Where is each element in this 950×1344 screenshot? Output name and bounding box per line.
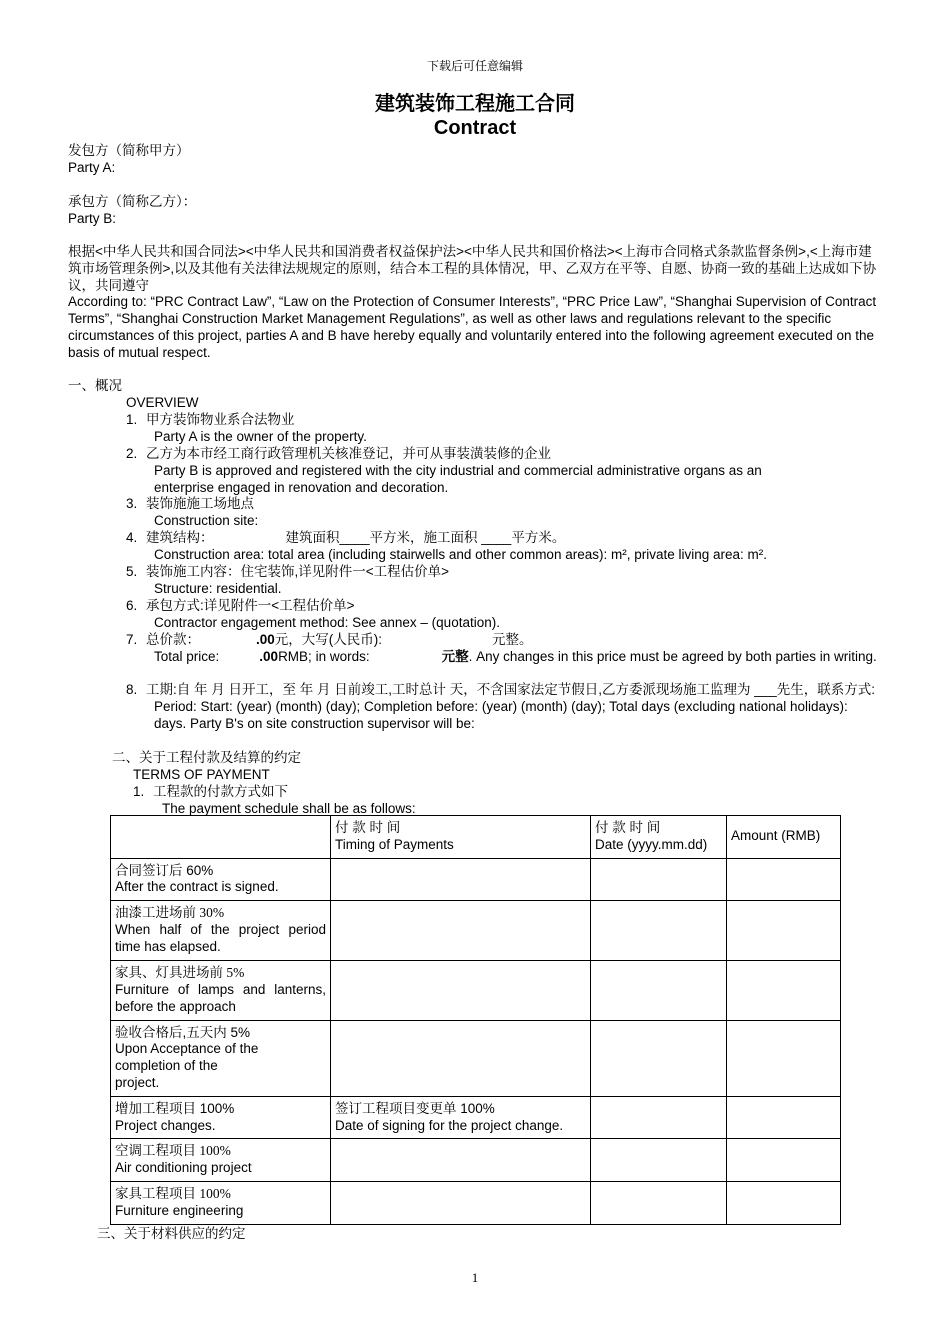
header-cell-timing: 付 款 时 间 Timing of Payments bbox=[331, 816, 591, 859]
title-cn: 建筑装饰工程施工合同 bbox=[375, 93, 575, 115]
item-cn: 甲方装饰物业系合法物业 bbox=[146, 412, 295, 427]
party-a-block bbox=[68, 143, 883, 177]
row-timing bbox=[331, 901, 591, 961]
item-cn-b: .00 bbox=[256, 632, 275, 647]
row-date bbox=[591, 1020, 727, 1096]
item-en-b: .00 bbox=[259, 648, 279, 664]
overview-item-6: 6. 承包方式:详见附件一<工程估价单> Contractor engagement method: See annex – (quotation). bbox=[126, 598, 886, 632]
item-en: Structure: residential. bbox=[154, 580, 282, 596]
item-en: Contractor engagement method: See annex – (quotation). bbox=[154, 614, 500, 630]
row-label: 增加工程项目 100% Project changes. bbox=[111, 1096, 331, 1139]
row-amount bbox=[727, 901, 841, 961]
item-cn: 工期:自 年 月 日开工，至 年 月 日前竣工,工时总计 天，不含国家法定节假日,乙方委派现场施工监理为 ___先生，联系方式: bbox=[146, 682, 876, 697]
overview-item-1: 1. 甲方装饰物业系合法物业 Party A is the owner of the property. bbox=[126, 412, 886, 446]
payment-item-1: 1. 工程款的付款方式如下 The payment schedule shall be as follows: bbox=[133, 784, 416, 816]
intro-paragraph bbox=[68, 244, 883, 362]
party-a-cn: 发包方（简称甲方） bbox=[68, 143, 190, 158]
section-2-heading: 二、关于工程付款及结算的约定 bbox=[112, 750, 301, 765]
row-date bbox=[591, 1139, 727, 1182]
row-date bbox=[591, 961, 727, 1020]
item-cn: 承包方式:详见附件一<工程估价单> bbox=[146, 598, 355, 613]
header-cell bbox=[111, 816, 331, 859]
row-timing: 签订工程项目变更单 100% Date of signing for the project change. bbox=[331, 1096, 591, 1139]
party-b-block bbox=[68, 194, 883, 228]
row-timing bbox=[331, 1181, 591, 1224]
overview-item-8: 8. 工期:自 年 月 日开工，至 年 月 日前竣工,工时总计 天，不含国家法定节假日,乙方委派现场施工监理为 ___先生，联系方式: Period: Start: (year) (month) (day); Completion before: (year) (month) (day); Total days (excluding national holidays): days. Party B's on site construction supervisor will be: bbox=[126, 682, 886, 732]
row-amount bbox=[727, 1181, 841, 1224]
item-en: Construction site: bbox=[154, 512, 259, 528]
item-en-a: Total price: bbox=[154, 648, 220, 664]
table-row bbox=[111, 858, 841, 901]
overview-item-3: 3. 装饰施施工场地点 Construction site: bbox=[126, 496, 886, 530]
item-en-e: . Any changes in this price must be agreed by both parties in writing. bbox=[468, 648, 877, 664]
party-b-en: Party B: bbox=[68, 210, 117, 226]
table-header-row bbox=[111, 816, 841, 859]
title-en: Contract bbox=[433, 117, 517, 139]
overview-item-2: 2. 乙方为本市经工商行政管理机关核准登记，并可从事装潢装修的企业 Party B is approved and registered with the city industrial and commercial administrative organs as an enterprise engaged in renovation and decoration. bbox=[126, 446, 886, 496]
table-row bbox=[111, 1096, 841, 1139]
item-en: Party A is the owner of the property. bbox=[154, 428, 367, 444]
item-cn: 工程款的付款方式如下 bbox=[153, 784, 288, 799]
party-a-en: Party A: bbox=[68, 159, 116, 175]
section-2-heading-en: TERMS OF PAYMENT bbox=[133, 767, 270, 782]
document-title bbox=[0, 92, 950, 140]
section-1-heading: 一、概况 bbox=[68, 378, 122, 393]
row-amount bbox=[727, 1096, 841, 1139]
overview-item-4: 4. 建筑结构： 建筑面积____平方米，施工面积 ____平方米。 Construction area: total area (including stairwells and other common areas): m², private living area: m². bbox=[126, 530, 886, 564]
overview-item-7: 7. 总价款： .00元，大写(人民币): 元整。 Total price: .00RMB; in words: 元整. Any changes in this price must be agreed by both parties in writing. bbox=[126, 632, 877, 664]
item-en: Party B is approved and registered with the city industrial and commercial administrative organs as an enterprise engaged in renovation and decoration. bbox=[154, 462, 762, 495]
row-label: 验收合格后,五天内 5% Upon Acceptance of the completion of the project. bbox=[111, 1020, 331, 1096]
header-cell-date: 付 款 时 间 Date (yyyy.mm.dd) bbox=[591, 816, 727, 859]
row-date bbox=[591, 901, 727, 961]
item-cn-a: 建筑结构： bbox=[146, 530, 214, 545]
payment-schedule-table bbox=[110, 815, 841, 1225]
intro-en: According to: “PRC Contract Law”, “Law on the Protection of Consumer Interests”, “PRC Price Law”, “Shanghai Supervision of Contract Terms”, “Shanghai Construction Market Management Regulations”, as well as other laws and regulations relevant to the specific circumstances of this project, parties A and B have hereby equally and voluntarily entered into the following agreement executed on the basis of mutual respect. bbox=[68, 294, 877, 360]
row-timing bbox=[331, 858, 591, 901]
row-timing bbox=[331, 1020, 591, 1096]
row-date bbox=[591, 1096, 727, 1139]
header-cell-amount: Amount (RMB) bbox=[727, 816, 841, 859]
row-timing bbox=[331, 961, 591, 1020]
table-row bbox=[111, 901, 841, 961]
row-label: 油漆工进场前 30% When half of the project period time has elapsed. bbox=[111, 901, 331, 961]
item-cn-a: 总价款： bbox=[146, 632, 200, 647]
row-date bbox=[591, 858, 727, 901]
row-label: 合同签订后 60% After the contract is signed. bbox=[111, 858, 331, 901]
row-amount bbox=[727, 961, 841, 1020]
table-row bbox=[111, 1139, 841, 1182]
item-en-d: 元整 bbox=[441, 648, 469, 664]
item-cn: 装饰施工内容：住宅装饰,详见附件一<工程估价单> bbox=[146, 564, 450, 579]
item-cn: 乙方为本市经工商行政管理机关核准登记，并可从事装潢装修的企业 bbox=[146, 446, 551, 461]
item-cn-b: 建筑面积____平方米，施工面积 ____平方米。 bbox=[285, 530, 566, 545]
item-en: Construction area: total area (including stairwells and other common areas): m², private living area: m². bbox=[154, 546, 768, 562]
item-en: The payment schedule shall be as follows: bbox=[162, 800, 416, 816]
row-timing bbox=[331, 1139, 591, 1182]
table-row bbox=[111, 1020, 841, 1096]
table-row bbox=[111, 961, 841, 1020]
table-row bbox=[111, 1181, 841, 1224]
intro-cn: 根据<中华人民共和国合同法><中华人民共和国消费者权益保护法><中华人民共和国价格法><上海市合同格式条款监督条例>,<上海市建筑市场管理条例>,以及其他有关法律法规规定的原则，结合本工程的具体情况，甲、乙双方在平等、自愿、协商一致的基础上达成如下协议，共同遵守 bbox=[68, 244, 877, 293]
item-cn: 装饰施施工场地点 bbox=[146, 496, 254, 511]
row-amount bbox=[727, 858, 841, 901]
section-1-heading-en: OVERVIEW bbox=[126, 395, 199, 410]
item-en: Period: Start: (year) (month) (day); Completion before: (year) (month) (day); Total days (excluding national holidays): days. Party B's on site construction supervisor will be: bbox=[154, 698, 848, 731]
page-number: 1 bbox=[471, 1270, 479, 1285]
item-cn-c: 元，大写(人民币): bbox=[274, 632, 383, 647]
overview-item-5: 5. 装饰施工内容：住宅装饰,详见附件一<工程估价单> Structure: residential. bbox=[126, 564, 886, 598]
header-note: 下载后可任意编辑 bbox=[426, 59, 523, 73]
section-3-heading: 三、关于材料供应的约定 bbox=[97, 1226, 246, 1241]
row-label: 家具、灯具进场前 5% Furniture of lamps and lanterns, before the approach bbox=[111, 961, 331, 1020]
row-date bbox=[591, 1181, 727, 1224]
item-cn-d: 元整。 bbox=[492, 632, 533, 647]
party-b-cn: 承包方（简称乙方）： bbox=[68, 194, 197, 209]
item-en-c: RMB; in words: bbox=[278, 648, 370, 664]
row-amount bbox=[727, 1020, 841, 1096]
row-label: 家具工程项目 100% Furniture engineering bbox=[111, 1181, 331, 1224]
row-amount bbox=[727, 1139, 841, 1182]
row-label: 空调工程项目 100% Air conditioning project bbox=[111, 1139, 331, 1182]
